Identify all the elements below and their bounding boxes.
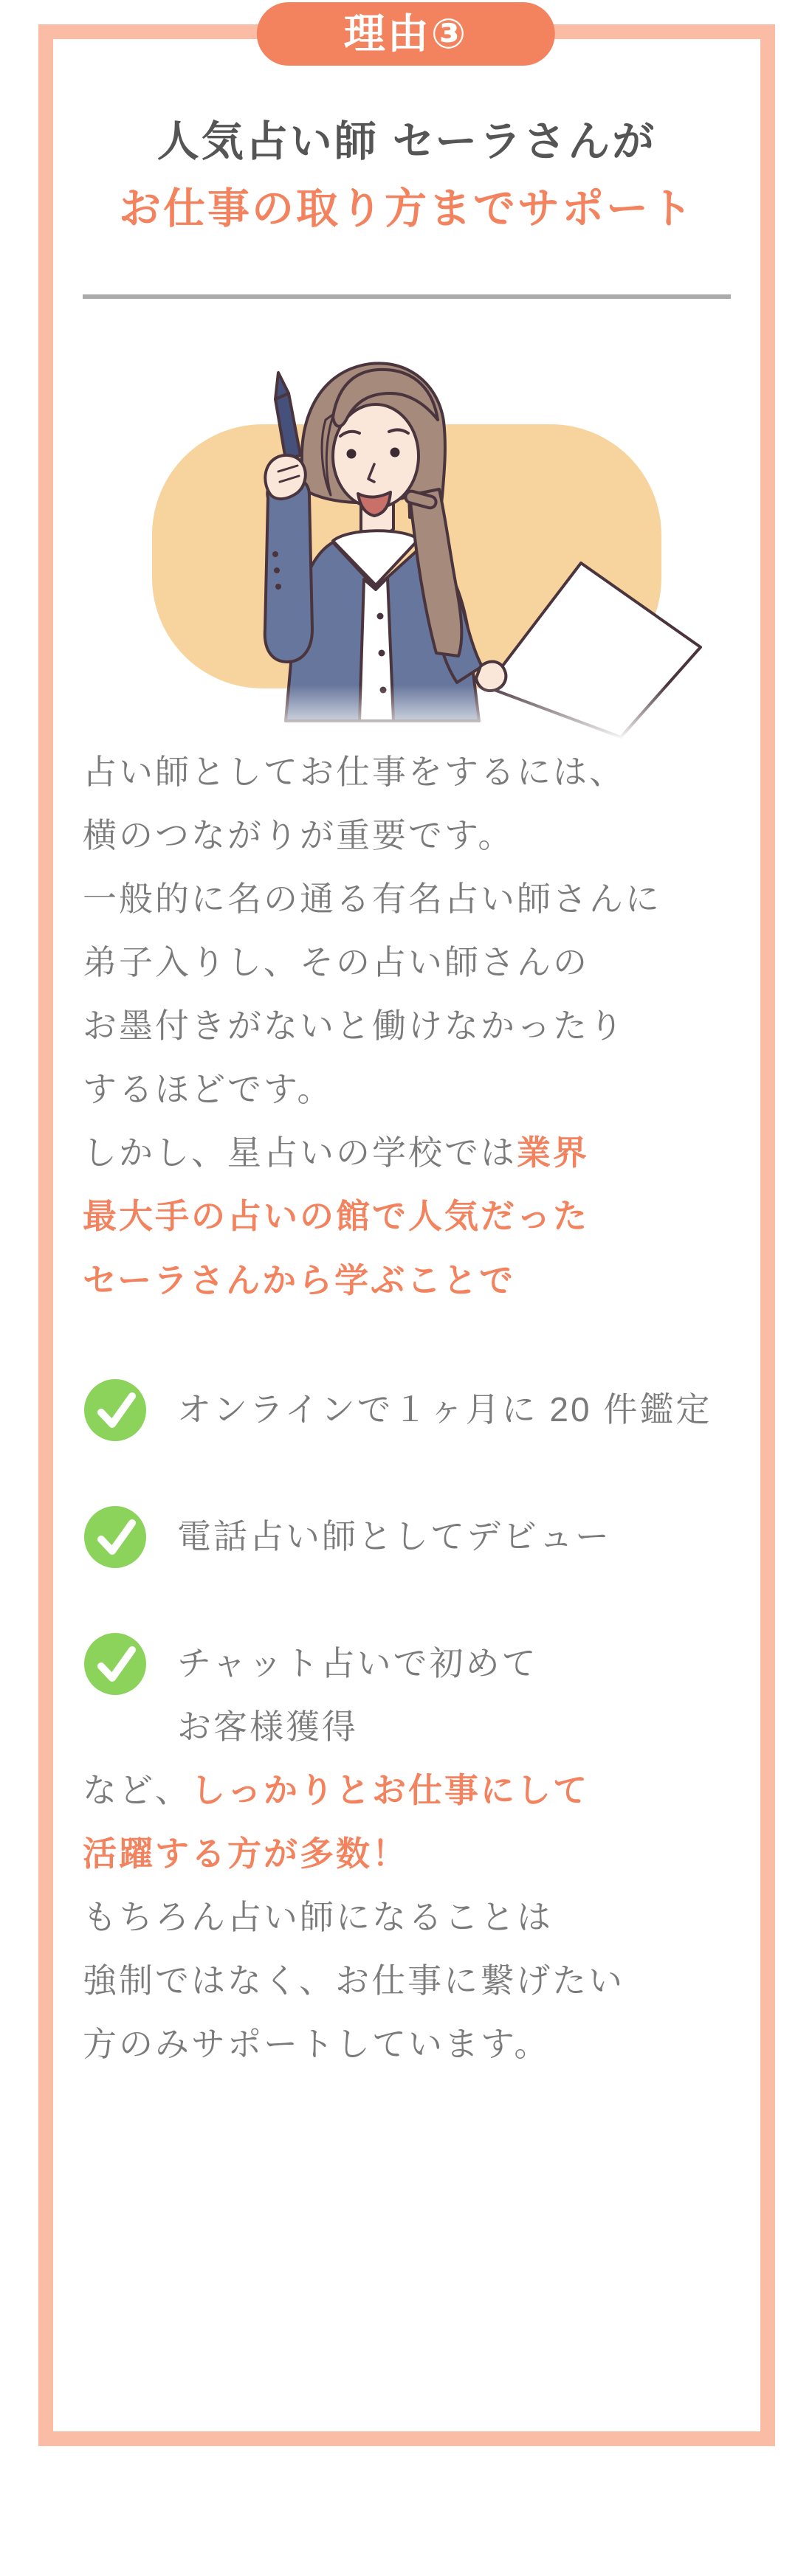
text-line: 方のみサポートしています。 xyxy=(83,2024,551,2063)
text-line-accent: 活躍する方が多数！ xyxy=(83,1834,408,1873)
eye xyxy=(390,448,400,457)
woman-raised-sleeve xyxy=(265,476,312,662)
heading-line-1: 人気占い師 セーラさんが xyxy=(156,118,657,165)
checklist-text xyxy=(177,1505,611,1568)
paragraph-closing xyxy=(83,1885,731,2076)
fortune-teller-illustration xyxy=(111,320,702,740)
text-line: チャット占いで初めて xyxy=(177,1643,538,1682)
section-heading xyxy=(83,108,731,243)
woman-hand xyxy=(265,455,305,499)
text-line: 電話占い師としてデビュー xyxy=(177,1516,611,1555)
shirt-button xyxy=(377,613,384,620)
heading-divider xyxy=(83,294,731,299)
text-accent: しっかりとお仕事にして xyxy=(191,1770,589,1809)
text-line-accent: セーラさんから学ぶことで xyxy=(83,1260,516,1299)
pen-tip xyxy=(275,373,289,399)
text-line: 占い師としてお仕事をするには、 xyxy=(83,753,625,792)
green-check-icon xyxy=(83,1378,148,1443)
text-line xyxy=(83,1758,731,1822)
text-line: お客様獲得 xyxy=(177,1707,358,1746)
checklist-text xyxy=(177,1631,538,1758)
text-line: オンラインで１ヶ月に 20 件鑑定 xyxy=(177,1389,712,1429)
checklist-item xyxy=(83,1505,731,1570)
text-line: 弟子入りし、その占い師さんの xyxy=(83,943,589,982)
paragraph-school xyxy=(83,1121,731,1311)
text-normal: しかし、星占いの学校では xyxy=(83,1133,517,1173)
bottom-fade xyxy=(111,685,702,740)
text-line xyxy=(83,1121,731,1184)
text-line: 強制ではなく、お仕事に繋げたい xyxy=(83,1961,625,2000)
text-line: 横のつながりが重要です。 xyxy=(83,816,515,855)
eye xyxy=(347,449,357,459)
checklist-text xyxy=(177,1378,712,1441)
content-frame xyxy=(38,24,775,2446)
text-line: もちろん占い師になることは xyxy=(83,1897,553,1936)
paragraph-results xyxy=(83,1758,731,1885)
paragraph-intro xyxy=(83,740,731,867)
checklist-item xyxy=(83,1631,731,1758)
sleeve-button xyxy=(274,567,280,573)
text-line-accent: 最大手の占いの館で人気だった xyxy=(83,1197,589,1236)
green-check-icon xyxy=(83,1631,148,1696)
text-normal: など、 xyxy=(83,1770,191,1809)
text-line: お墨付きがないと働けなかったり xyxy=(83,1006,625,1046)
text-accent: 業界 xyxy=(517,1133,589,1173)
achievement-checklist xyxy=(83,1378,731,1758)
checklist-item xyxy=(83,1378,731,1443)
sleeve-button xyxy=(275,584,281,590)
paragraph-industry xyxy=(83,867,731,1121)
content-area xyxy=(53,108,760,2076)
sleeve-button xyxy=(272,551,278,557)
text-line: するほどです。 xyxy=(83,1070,334,1109)
shirt-button xyxy=(379,650,385,657)
text-line: 一般的に名の通る有名占い師さんに xyxy=(83,880,661,919)
green-check-icon xyxy=(83,1505,148,1570)
reason-badge: 理由③ xyxy=(257,2,555,66)
heading-line-2: お仕事の取り方までサポート xyxy=(119,185,695,233)
